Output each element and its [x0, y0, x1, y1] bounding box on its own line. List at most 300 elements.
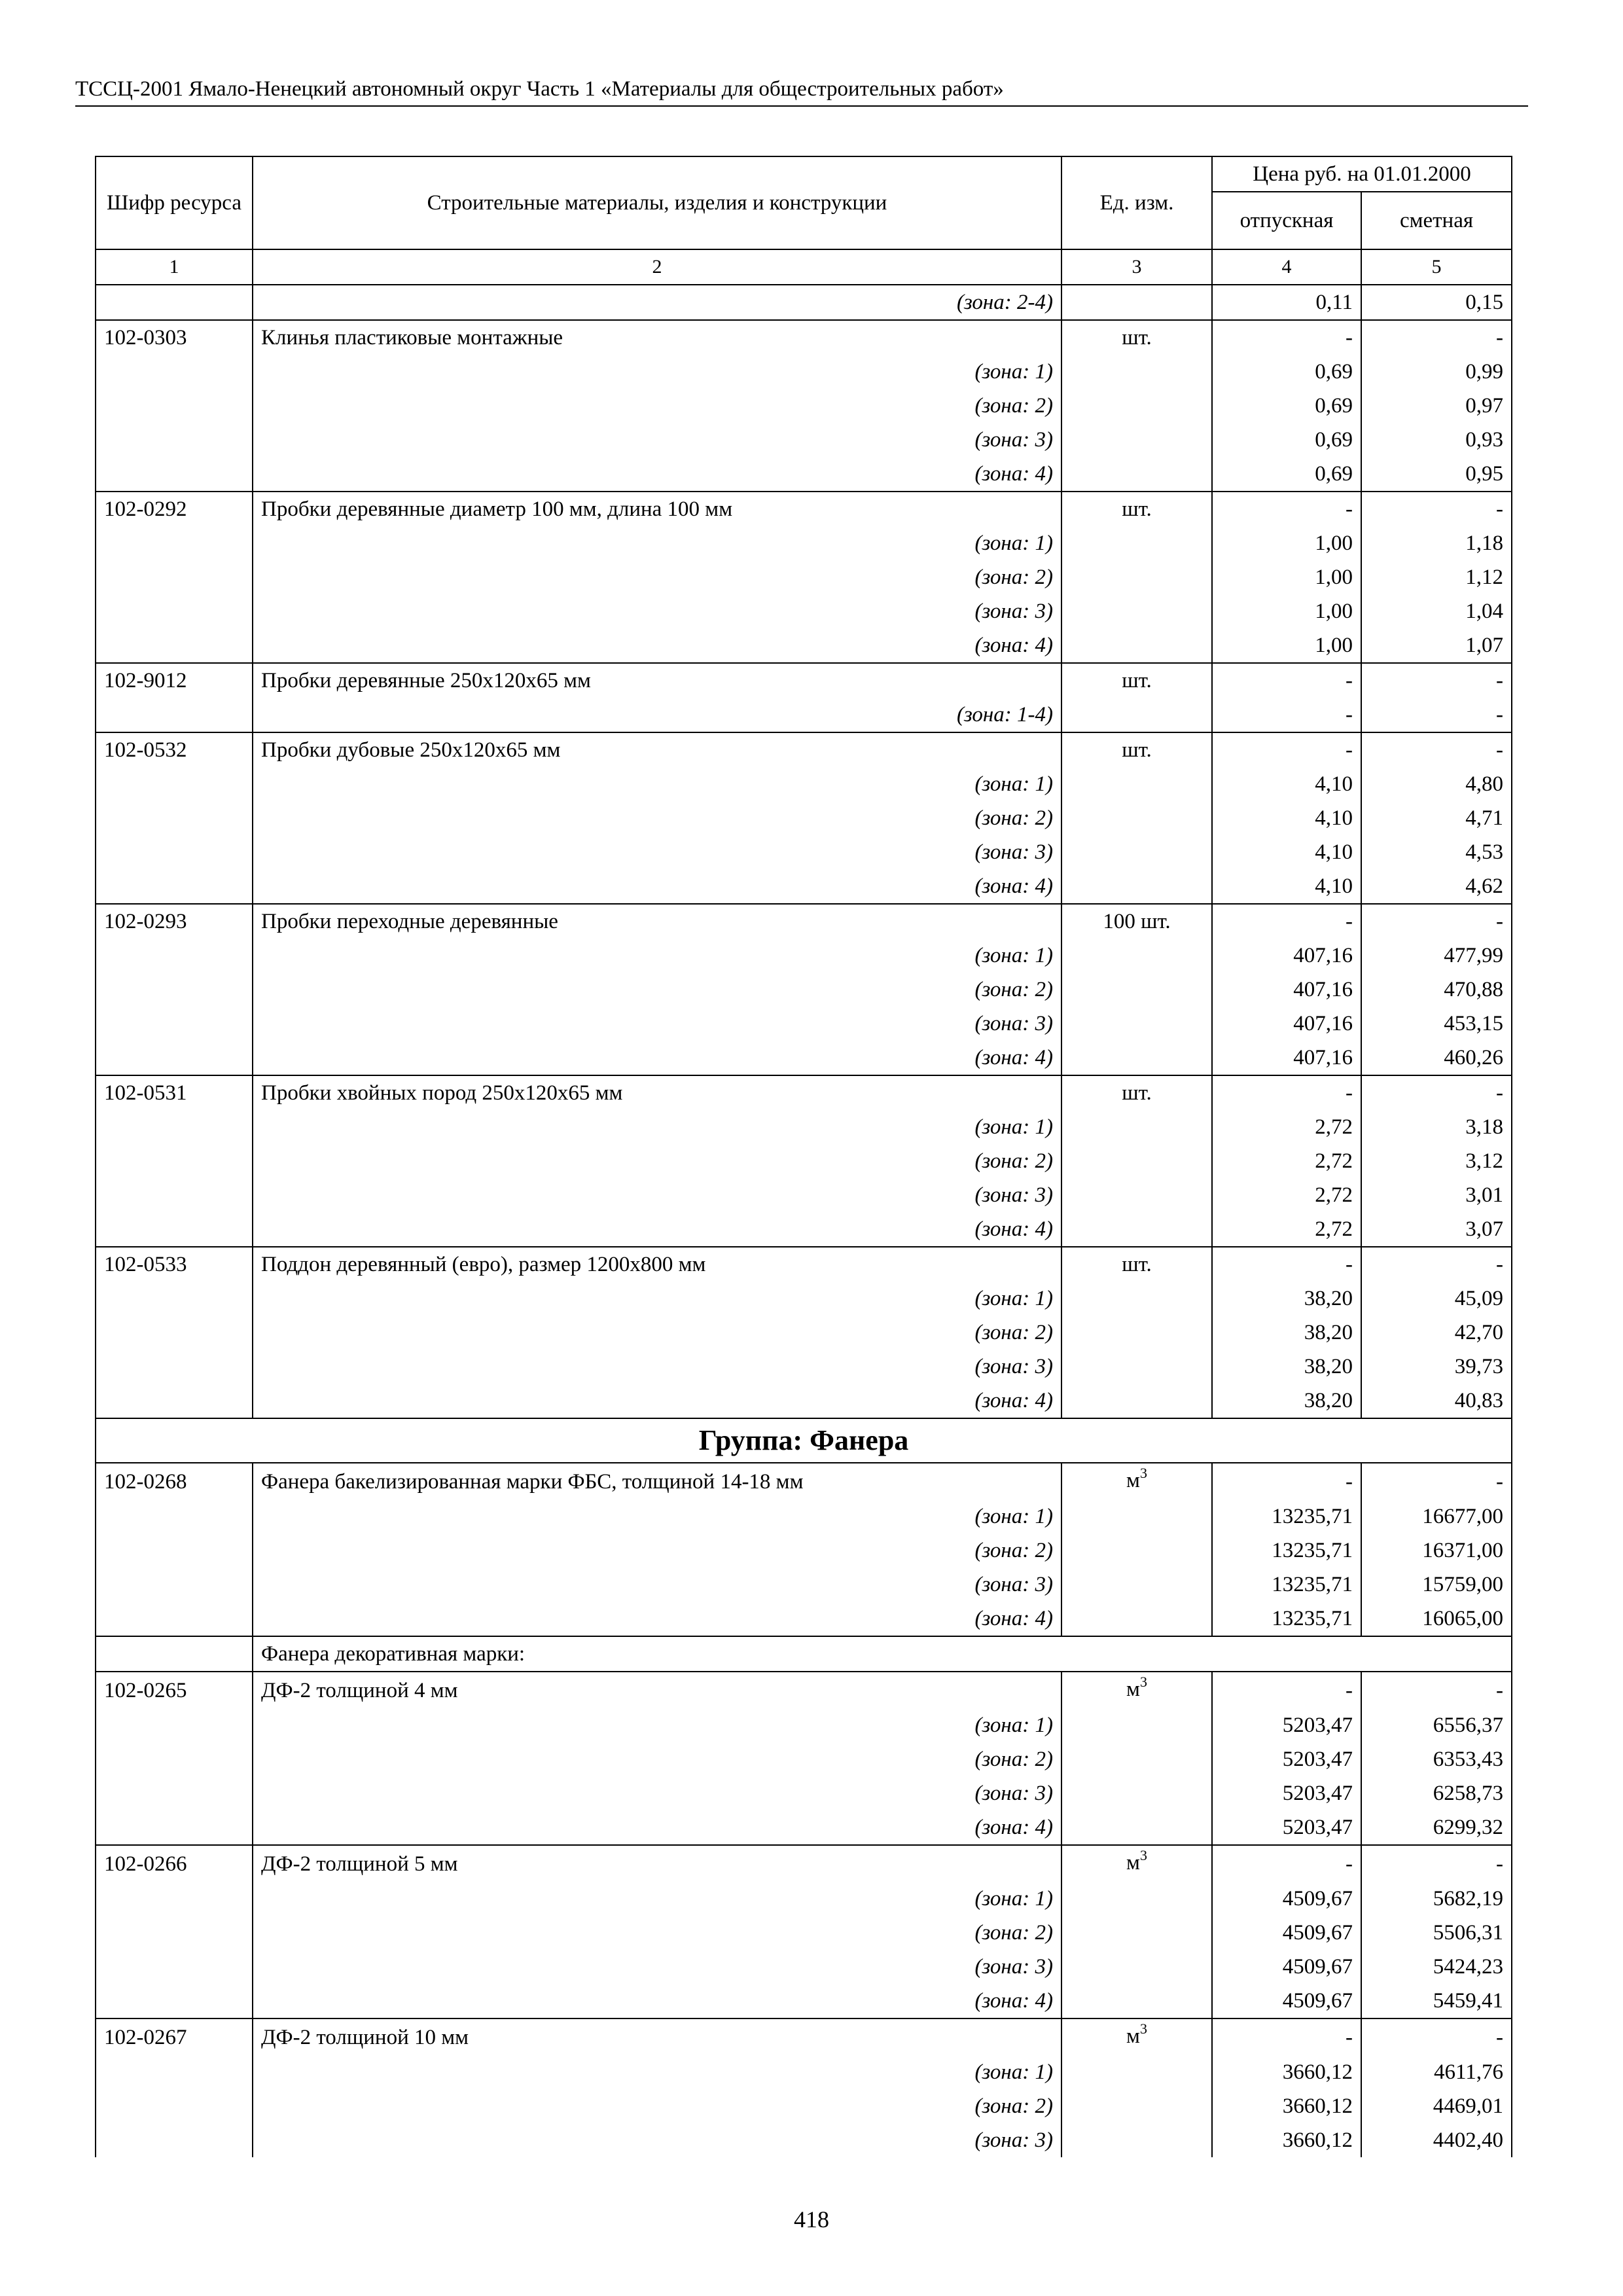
zone-row: [96, 1499, 1512, 1534]
code-cell: [96, 1007, 253, 1041]
release-price-cell: 38,20: [1212, 1316, 1361, 1350]
release-price-cell: -: [1212, 1672, 1361, 1708]
code-cell: [96, 869, 253, 904]
estimate-price-cell: -: [1361, 1672, 1512, 1708]
material-name: Клинья пластиковые монтажные: [253, 320, 1061, 355]
release-price-cell: -: [1212, 1463, 1361, 1499]
unit-cell: [1061, 939, 1212, 973]
unit-cell: [1061, 423, 1212, 457]
zone-label: (зона: 4): [253, 1041, 1061, 1075]
unit-text: шт.: [1122, 738, 1152, 762]
estimate-price-cell: 0,15: [1361, 285, 1512, 320]
zone-row: [96, 1144, 1512, 1178]
zone-row: [96, 1984, 1512, 2018]
group-title: Группа: Фанера: [96, 1418, 1512, 1463]
release-price-cell: 407,16: [1212, 973, 1361, 1007]
unit-cell: [1061, 663, 1212, 698]
estimate-price-cell: 5682,19: [1361, 1882, 1512, 1916]
unit-cell: [1061, 457, 1212, 492]
zone-row: [96, 869, 1512, 904]
release-price-cell: -: [1212, 698, 1361, 732]
estimate-price-cell: 3,12: [1361, 1144, 1512, 1178]
zone-row: [96, 698, 1512, 732]
release-price-cell: -: [1212, 904, 1361, 939]
table-row: [96, 1247, 1512, 1282]
estimate-price-cell: 0,99: [1361, 355, 1512, 389]
document-header: ТССЦ-2001 Ямало-Ненецкий автономный округ Часть 1 «Материалы для общестроительных работ»: [75, 77, 1004, 101]
release-price-cell: 5203,47: [1212, 1810, 1361, 1845]
code-cell: [96, 1882, 253, 1916]
zone-cell: (зона: 2-4): [253, 285, 1061, 320]
resource-code: 102-0292: [96, 492, 253, 526]
estimate-price-cell: 1,12: [1361, 560, 1512, 594]
zone-label: (зона: 1): [253, 1282, 1061, 1316]
estimate-price-cell: -: [1361, 320, 1512, 355]
unit-cell: [1061, 560, 1212, 594]
zone-label: (зона: 2): [253, 973, 1061, 1007]
code-cell: [96, 1384, 253, 1418]
release-price-cell: 13235,71: [1212, 1534, 1361, 1568]
unit-cell: [1061, 1463, 1212, 1499]
code-cell: [96, 526, 253, 560]
unit-cell: [1061, 1708, 1212, 1742]
unit-cell: [1061, 1282, 1212, 1316]
subgroup-title: Фанера декоративная марки:: [253, 1636, 1512, 1672]
code-cell: [96, 1041, 253, 1075]
estimate-price-cell: -: [1361, 1845, 1512, 1882]
zone-label: (зона: 1): [253, 1499, 1061, 1534]
zone-label: (зона: 4): [253, 869, 1061, 904]
zone-row: [96, 628, 1512, 663]
unit-text: м: [1126, 1851, 1140, 1874]
code-cell: [96, 355, 253, 389]
code-cell: [96, 835, 253, 869]
estimate-price-cell: -: [1361, 1247, 1512, 1282]
unit-cell: [1061, 973, 1212, 1007]
unit-cell: [1061, 1247, 1212, 1282]
col-number: 5: [1361, 249, 1512, 285]
code-cell: [96, 698, 253, 732]
code-cell: [96, 594, 253, 628]
zone-row: [96, 767, 1512, 801]
zone-label: (зона: 1): [253, 2055, 1061, 2089]
unit-cell: [1061, 1350, 1212, 1384]
estimate-price-cell: 453,15: [1361, 1007, 1512, 1041]
zone-row: [96, 1534, 1512, 1568]
col-header-code: Шифр ресурса: [96, 156, 253, 249]
table-body: [96, 285, 1512, 2157]
estimate-price-cell: 460,26: [1361, 1041, 1512, 1075]
estimate-price-cell: -: [1361, 663, 1512, 698]
resource-code: 102-0267: [96, 2018, 253, 2055]
zone-row: [96, 1350, 1512, 1384]
estimate-price-cell: 16371,00: [1361, 1534, 1512, 1568]
unit-text: шт.: [1122, 1081, 1152, 1105]
col-number: 3: [1061, 249, 1212, 285]
release-price-cell: 0,69: [1212, 389, 1361, 423]
zone-row: [96, 1776, 1512, 1810]
table-row: [96, 904, 1512, 939]
unit-superscript: 3: [1139, 1674, 1147, 1690]
release-price-cell: 38,20: [1212, 1384, 1361, 1418]
zone-label: (зона: 3): [253, 594, 1061, 628]
estimate-price-cell: 4611,76: [1361, 2055, 1512, 2089]
code-cell: [96, 1776, 253, 1810]
code-cell: [96, 2089, 253, 2123]
release-price-cell: 4,10: [1212, 835, 1361, 869]
code-cell: [96, 2123, 253, 2157]
table-row: [96, 1845, 1512, 1882]
code-cell: [96, 2055, 253, 2089]
unit-cell: [1061, 1075, 1212, 1110]
unit-cell: [1061, 1568, 1212, 1602]
zone-row: [96, 2089, 1512, 2123]
release-price-cell: 4509,67: [1212, 1882, 1361, 1916]
code-cell: [96, 1212, 253, 1247]
estimate-price-cell: 3,07: [1361, 1212, 1512, 1247]
unit-cell: [1061, 1602, 1212, 1636]
release-price-cell: 0,69: [1212, 457, 1361, 492]
zone-label: (зона: 1): [253, 526, 1061, 560]
estimate-price-cell: 1,18: [1361, 526, 1512, 560]
zone-row: [96, 1742, 1512, 1776]
estimate-price-cell: 477,99: [1361, 939, 1512, 973]
table-row: [96, 2018, 1512, 2055]
zone-row: [96, 594, 1512, 628]
zone-label: (зона: 1): [253, 1110, 1061, 1144]
code-cell: [96, 1984, 253, 2018]
estimate-price-cell: 6258,73: [1361, 1776, 1512, 1810]
zone-label: (зона: 3): [253, 1568, 1061, 1602]
estimate-price-cell: 4469,01: [1361, 2089, 1512, 2123]
estimate-price-cell: 4,71: [1361, 801, 1512, 835]
release-price-cell: -: [1212, 1075, 1361, 1110]
code-cell: [96, 1636, 253, 1672]
unit-text: м: [1126, 1469, 1140, 1492]
code-cell: [96, 1282, 253, 1316]
col-header-price-release: отпускная: [1212, 192, 1361, 249]
release-price-cell: 4,10: [1212, 767, 1361, 801]
release-price-cell: 2,72: [1212, 1144, 1361, 1178]
code-cell: [96, 1742, 253, 1776]
unit-cell: [1061, 1499, 1212, 1534]
unit-cell: [1061, 492, 1212, 526]
estimate-price-cell: 5506,31: [1361, 1916, 1512, 1950]
release-price-cell: 13235,71: [1212, 1499, 1361, 1534]
zone-label: (зона: 4): [253, 1810, 1061, 1845]
zone-label: (зона: 4): [253, 1384, 1061, 1418]
zone-label: (зона: 4): [253, 1602, 1061, 1636]
unit-cell: [1061, 1672, 1212, 1708]
unit-cell: [1061, 801, 1212, 835]
estimate-price-cell: 4402,40: [1361, 2123, 1512, 2157]
resource-code: 102-0268: [96, 1463, 253, 1499]
col-header-price-estimate: сметная: [1361, 192, 1512, 249]
zone-label: (зона: 3): [253, 1178, 1061, 1212]
unit-cell: [1061, 1776, 1212, 1810]
unit-cell: [1061, 732, 1212, 767]
code-cell: [96, 560, 253, 594]
col-header-name: Строительные материалы, изделия и конструкции: [253, 156, 1061, 249]
table-row: [96, 320, 1512, 355]
estimate-price-cell: -: [1361, 1075, 1512, 1110]
estimate-price-cell: 4,80: [1361, 767, 1512, 801]
unit-cell: [1061, 389, 1212, 423]
unit-text: 100 шт.: [1103, 910, 1171, 933]
code-cell: [96, 423, 253, 457]
zone-label: (зона: 3): [253, 2123, 1061, 2157]
unit-cell: [1061, 1041, 1212, 1075]
estimate-price-cell: 16677,00: [1361, 1499, 1512, 1534]
release-price-cell: 5203,47: [1212, 1708, 1361, 1742]
material-name: ДФ-2 толщиной 10 мм: [253, 2018, 1061, 2055]
zone-label: (зона: 3): [253, 1776, 1061, 1810]
release-price-cell: 5203,47: [1212, 1742, 1361, 1776]
code-cell: [96, 1708, 253, 1742]
zone-label: (зона: 4): [253, 1212, 1061, 1247]
material-name: Пробки дубовые 250х120х65 мм: [253, 732, 1061, 767]
resource-code: 102-0303: [96, 320, 253, 355]
estimate-price-cell: 45,09: [1361, 1282, 1512, 1316]
zone-row: [96, 973, 1512, 1007]
unit-superscript: 3: [1139, 2020, 1147, 2037]
zone-row: [96, 1810, 1512, 1845]
zone-label: (зона: 3): [253, 835, 1061, 869]
zone-row: [96, 389, 1512, 423]
zone-label: (зона: 1): [253, 1708, 1061, 1742]
zone-label: (зона: 3): [253, 423, 1061, 457]
release-price-cell: 3660,12: [1212, 2055, 1361, 2089]
zone-row: [96, 1708, 1512, 1742]
zone-label: (зона: 1): [253, 767, 1061, 801]
zone-label: (зона: 2): [253, 2089, 1061, 2123]
zone-label: (зона: 2): [253, 389, 1061, 423]
release-price-cell: 3660,12: [1212, 2123, 1361, 2157]
resource-code: 102-9012: [96, 663, 253, 698]
release-price-cell: 2,72: [1212, 1110, 1361, 1144]
release-price-cell: -: [1212, 1247, 1361, 1282]
release-price-cell: 407,16: [1212, 939, 1361, 973]
unit-cell: [1061, 1212, 1212, 1247]
material-name: Поддон деревянный (евро), размер 1200х800 мм: [253, 1247, 1061, 1282]
resource-code: 102-0533: [96, 1247, 253, 1282]
zone-row: [96, 423, 1512, 457]
unit-cell: [1061, 285, 1212, 320]
estimate-price-cell: 0,97: [1361, 389, 1512, 423]
unit-cell: [1061, 526, 1212, 560]
estimate-price-cell: 3,18: [1361, 1110, 1512, 1144]
release-price-cell: -: [1212, 2018, 1361, 2055]
unit-cell: [1061, 2123, 1212, 2157]
zone-label: (зона: 2): [253, 1916, 1061, 1950]
col-number: 4: [1212, 249, 1361, 285]
table-row: [96, 663, 1512, 698]
page-number: 418: [794, 2206, 829, 2233]
estimate-price-cell: 16065,00: [1361, 1602, 1512, 1636]
unit-cell: [1061, 1534, 1212, 1568]
zone-row: [96, 1916, 1512, 1950]
table-row: [96, 1075, 1512, 1110]
unit-cell: [1061, 2055, 1212, 2089]
release-price-cell: 5203,47: [1212, 1776, 1361, 1810]
code-cell: [96, 1110, 253, 1144]
unit-text: шт.: [1122, 1253, 1152, 1276]
resource-code: 102-0293: [96, 904, 253, 939]
zone-row: [96, 2055, 1512, 2089]
estimate-price-cell: 39,73: [1361, 1350, 1512, 1384]
unit-cell: [1061, 2018, 1212, 2055]
release-price-cell: 3660,12: [1212, 2089, 1361, 2123]
unit-text: шт.: [1122, 669, 1152, 692]
code-cell: [96, 628, 253, 663]
release-price-cell: 1,00: [1212, 526, 1361, 560]
release-price-cell: -: [1212, 492, 1361, 526]
unit-cell: [1061, 869, 1212, 904]
estimate-price-cell: 6353,43: [1361, 1742, 1512, 1776]
release-price-cell: 4509,67: [1212, 1950, 1361, 1984]
code-cell: [96, 1350, 253, 1384]
estimate-price-cell: 42,70: [1361, 1316, 1512, 1350]
table-row: [96, 1672, 1512, 1708]
unit-cell: [1061, 767, 1212, 801]
code-cell: [96, 1810, 253, 1845]
zone-label: (зона: 1): [253, 939, 1061, 973]
estimate-price-cell: 6299,32: [1361, 1810, 1512, 1845]
unit-text: шт.: [1122, 497, 1152, 521]
zone-label: (зона: 1): [253, 355, 1061, 389]
release-price-cell: 4509,67: [1212, 1916, 1361, 1950]
zone-label: (зона: 2): [253, 1534, 1061, 1568]
zone-label: (зона: 2): [253, 1316, 1061, 1350]
col-header-unit: Ед. изм.: [1061, 156, 1212, 249]
code-cell: [96, 1316, 253, 1350]
release-price-cell: 4,10: [1212, 801, 1361, 835]
unit-cell: [1061, 1810, 1212, 1845]
table-row: [96, 285, 1512, 320]
material-name: Пробки деревянные диаметр 100 мм, длина 100 мм: [253, 492, 1061, 526]
unit-cell: [1061, 2089, 1212, 2123]
zone-row: [96, 1882, 1512, 1916]
unit-cell: [1061, 1144, 1212, 1178]
zone-row: [96, 1178, 1512, 1212]
release-price-cell: 407,16: [1212, 1041, 1361, 1075]
code-cell: [96, 801, 253, 835]
zone-label: (зона: 1): [253, 1882, 1061, 1916]
zone-label: (зона: 1-4): [253, 698, 1061, 732]
zone-label: (зона: 4): [253, 1984, 1061, 2018]
code-cell: [96, 1534, 253, 1568]
unit-superscript: 3: [1139, 1847, 1147, 1863]
zone-row: [96, 355, 1512, 389]
estimate-price-cell: -: [1361, 2018, 1512, 2055]
unit-cell: [1061, 628, 1212, 663]
unit-cell: [1061, 355, 1212, 389]
code-cell: [96, 939, 253, 973]
unit-cell: [1061, 1916, 1212, 1950]
unit-cell: [1061, 1742, 1212, 1776]
unit-cell: [1061, 1950, 1212, 1984]
estimate-price-cell: 0,93: [1361, 423, 1512, 457]
unit-cell: [1061, 1178, 1212, 1212]
estimate-price-cell: 40,83: [1361, 1384, 1512, 1418]
estimate-price-cell: 1,04: [1361, 594, 1512, 628]
unit-cell: [1061, 1384, 1212, 1418]
zone-row: [96, 801, 1512, 835]
subgroup-row: [96, 1636, 1512, 1672]
estimate-price-cell: 4,53: [1361, 835, 1512, 869]
zone-label: (зона: 2): [253, 801, 1061, 835]
col-header-price-group: Цена руб. на 01.01.2000: [1212, 156, 1512, 192]
code-cell: [96, 1568, 253, 1602]
unit-cell: [1061, 1007, 1212, 1041]
table-row: [96, 732, 1512, 767]
estimate-price-cell: -: [1361, 732, 1512, 767]
unit-cell: [1061, 1316, 1212, 1350]
zone-label: (зона: 3): [253, 1950, 1061, 1984]
zone-row: [96, 1568, 1512, 1602]
zone-row: [96, 560, 1512, 594]
estimate-price-cell: 0,95: [1361, 457, 1512, 492]
zone-label: (зона: 2): [253, 1742, 1061, 1776]
zone-row: [96, 1282, 1512, 1316]
material-name: ДФ-2 толщиной 5 мм: [253, 1845, 1061, 1882]
material-name: Пробки хвойных пород 250х120х65 мм: [253, 1075, 1061, 1110]
unit-text: шт.: [1122, 326, 1152, 350]
code-cell: [96, 1950, 253, 1984]
estimate-price-cell: 5459,41: [1361, 1984, 1512, 2018]
release-price-cell: 4509,67: [1212, 1984, 1361, 2018]
zone-label: (зона: 2): [253, 560, 1061, 594]
col-number: 2: [253, 249, 1061, 285]
estimate-price-cell: 6556,37: [1361, 1708, 1512, 1742]
unit-cell: [1061, 1984, 1212, 2018]
unit-cell: [1061, 320, 1212, 355]
material-name: Пробки деревянные 250х120х65 мм: [253, 663, 1061, 698]
zone-label: (зона: 2): [253, 1144, 1061, 1178]
table-row: [96, 1463, 1512, 1499]
code-cell: [96, 457, 253, 492]
code-cell: [96, 1499, 253, 1534]
unit-text: м: [1126, 2024, 1140, 2048]
release-price-cell: -: [1212, 320, 1361, 355]
estimate-price-cell: 15759,00: [1361, 1568, 1512, 1602]
zone-row: [96, 835, 1512, 869]
zone-row: [96, 1384, 1512, 1418]
release-price-cell: -: [1212, 732, 1361, 767]
group-row: [96, 1418, 1512, 1463]
release-price-cell: -: [1212, 1845, 1361, 1882]
release-price-cell: 13235,71: [1212, 1568, 1361, 1602]
code-cell: [96, 285, 253, 320]
release-price-cell: 2,72: [1212, 1212, 1361, 1247]
unit-cell: [1061, 1845, 1212, 1882]
zone-row: [96, 526, 1512, 560]
unit-cell: [1061, 1110, 1212, 1144]
unit-superscript: 3: [1139, 1465, 1147, 1481]
estimate-price-cell: 4,62: [1361, 869, 1512, 904]
estimate-price-cell: 3,01: [1361, 1178, 1512, 1212]
table-row: [96, 492, 1512, 526]
unit-cell: [1061, 698, 1212, 732]
resource-code: 102-0266: [96, 1845, 253, 1882]
release-price-cell: 0,69: [1212, 355, 1361, 389]
estimate-price-cell: 470,88: [1361, 973, 1512, 1007]
resource-code: 102-0532: [96, 732, 253, 767]
release-price-cell: 0,69: [1212, 423, 1361, 457]
zone-row: [96, 1316, 1512, 1350]
zone-label: (зона: 3): [253, 1350, 1061, 1384]
release-price-cell: 38,20: [1212, 1282, 1361, 1316]
